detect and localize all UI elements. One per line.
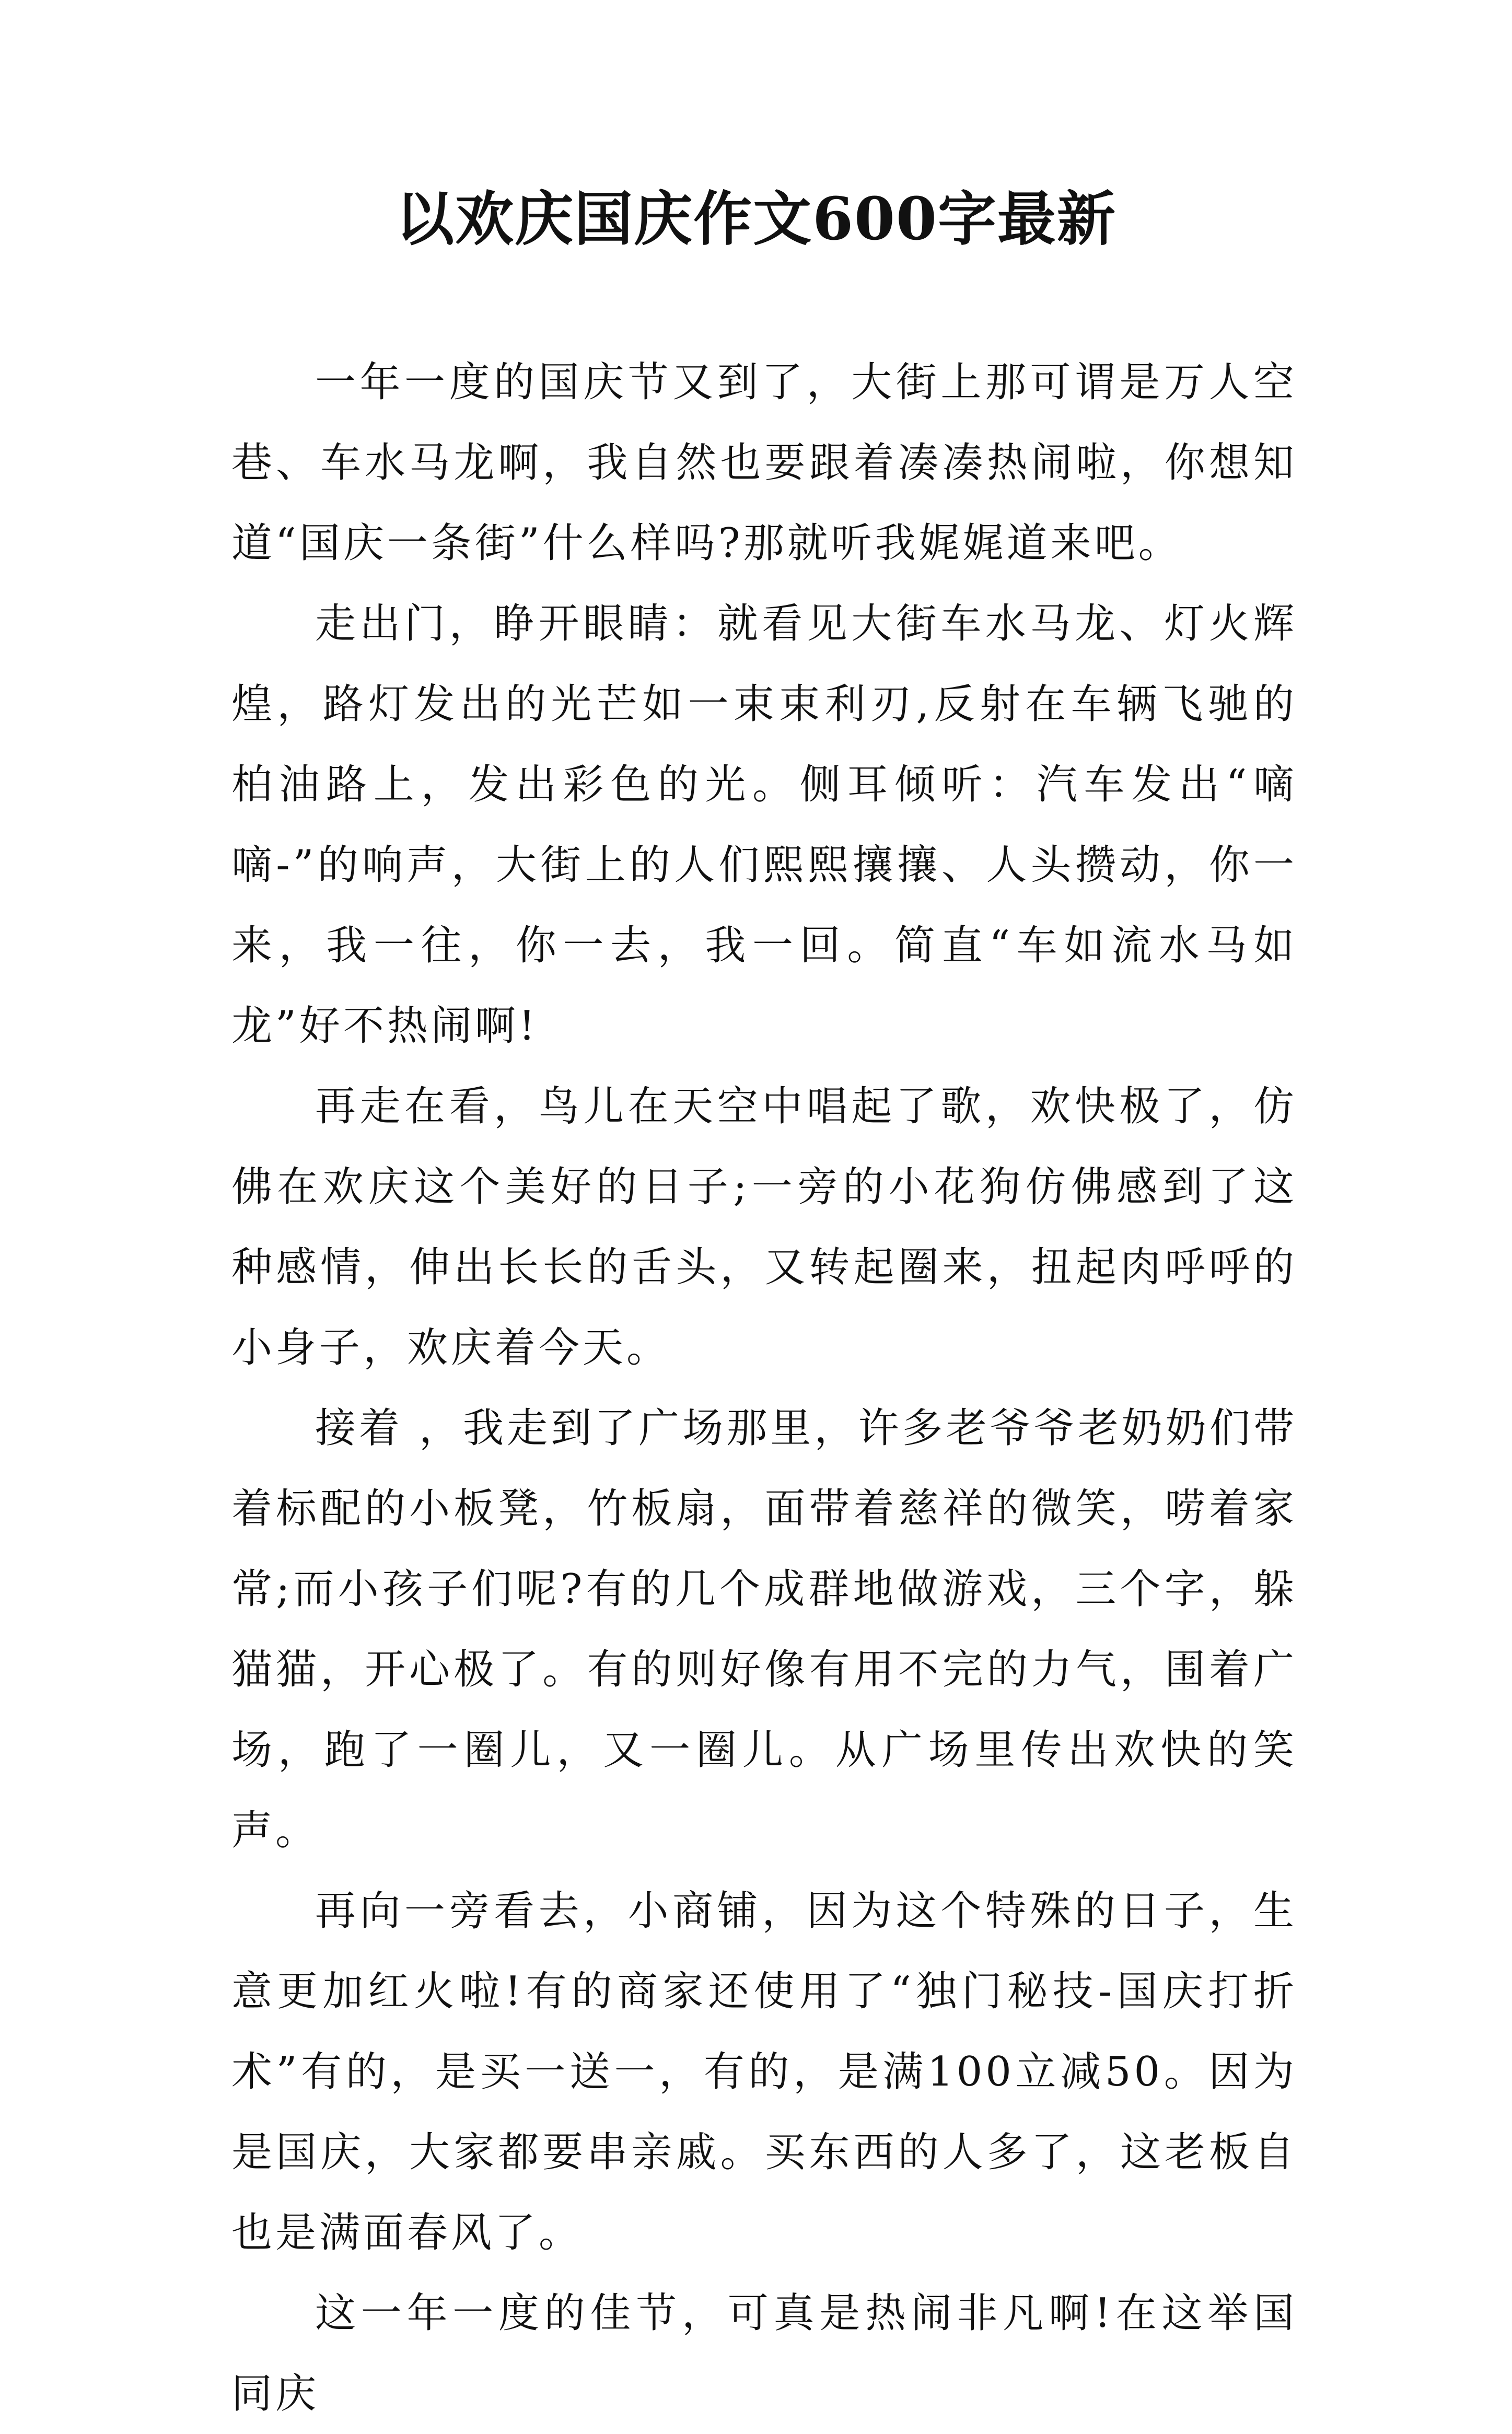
document-title: 以欢庆国庆作文600字最新	[396, 185, 1116, 253]
paragraph-2: 走出门，睁开眼睛：就看见大街车水马龙、灯火辉煌，路灯发出的光芒如一束束利刃,反射在车辆飞驰的柏油路上，发出彩色的光。侧耳倾听：汽车发出“嘀嘀-”的响声，大街上的人们熙熙攘攘、人头攒动，你一来，我一往，你一去，我一回。简直“车如流水马如龙”好不热闹啊!	[231, 600, 1297, 1050]
paragraph-5: 再向一旁看去，小商铺，因为这个特殊的日子，生意更加红火啦!有的商家还使用了“独门秘技-国庆打折术”有的，是买一送一，有的，是满100立减50。因为是国庆，大家都要串亲戚。买东西的人多了，这老板自也是满面春风了。	[231, 1888, 1297, 2256]
document-body	[231, 342, 1297, 2434]
paragraph-1: 一年一度的国庆节又到了，大街上那可谓是万人空巷、车水马龙啊，我自然也要跟着凑凑热闹啦，你想知道“国庆一条街”什么样吗?那就听我娓娓道来吧。	[231, 359, 1297, 567]
paragraph-3: 再走在看，鸟儿在天空中唱起了歌，欢快极了，仿佛在欢庆这个美好的日子;一旁的小花狗仿佛感到了这种感情，伸出长长的舌头，又转起圈来，扭起肉呼呼的小身子，欢庆着今天。	[231, 1083, 1297, 1371]
paragraph-6: 这一年一度的佳节，可真是热闹非凡啊!在这举国同庆	[231, 2290, 1297, 2417]
paragraph-4: 接着 ，我走到了广场那里，许多老爷爷老奶奶们带着标配的小板凳，竹板扇，面带着慈祥的微笑，唠着家常;而小孩子们呢?有的几个成群地做游戏，三个字，躲猫猫，开心极了。有的则好像有用不完的力气，围着广场，跑了一圈儿，又一圈儿。从广场里传出欢快的笑声。	[231, 1405, 1297, 1854]
